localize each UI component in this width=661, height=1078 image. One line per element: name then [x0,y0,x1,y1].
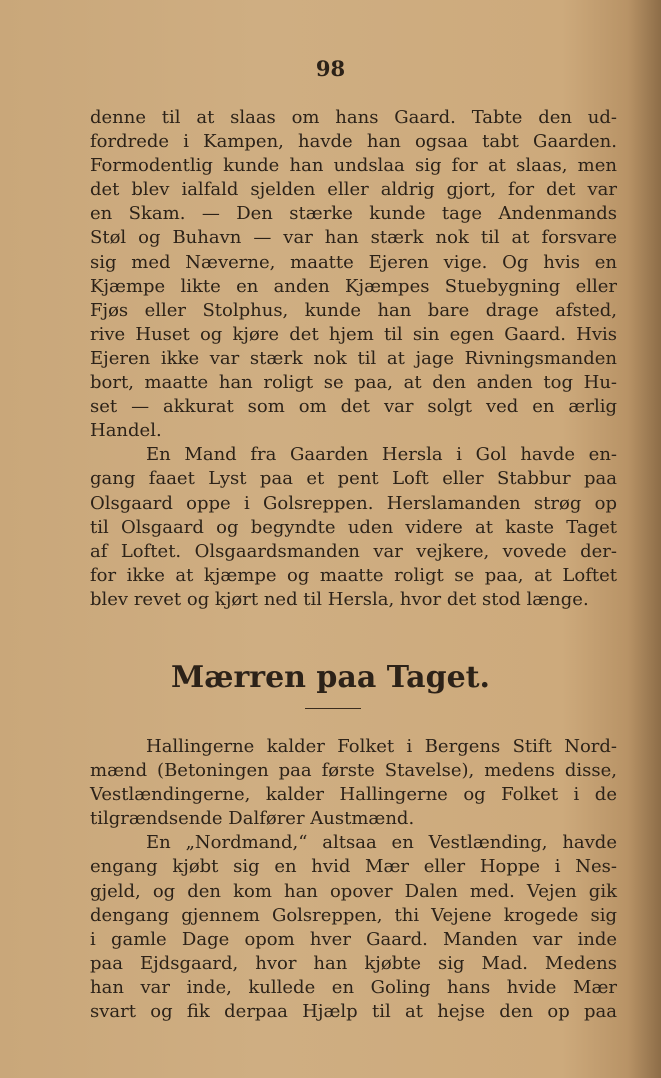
text-block-bottom [90,735,617,1024]
text-block-top [90,106,617,612]
text-line: en Skam. — Den stærke kunde tage Andenmands [90,203,617,225]
paragraph [90,106,617,443]
text-line: i gamle Dage opom hver Gaard. Manden var inde [90,928,617,950]
text-line: bort, maatte han roligt se paa, at den anden tog Hu- [90,372,617,394]
text-line: dengang gjennem Golsreppen, thi Vejene krogede sig [90,904,617,926]
text-line: svart og fik derpaa Hjælp til at hejse den op paa [90,1001,617,1023]
text-line: af Loftet. Olsgaardsmanden var vejkere, vovede der- [90,540,617,562]
text-line: Hallingerne kalder Folket i Bergens Stift Nord- [146,736,617,757]
text-line: paa Ejdsgaard, hvor han kjøbte sig Mad. Medens [90,952,617,974]
heading-divider [305,708,361,709]
text-line: sig med Næverne, maatte Ejeren vige. Og hvis en [90,251,617,273]
text-line: Olsgaard oppe i Golsreppen. Herslamanden strøg op [90,492,617,514]
text-line: Kjæmpe likte en anden Kjæmpes Stuebygning eller [90,275,617,297]
text-line: Fjøs eller Stolphus, kunde han bare drage afsted, [90,299,617,321]
text-line: for ikke at kjæmpe og maatte roligt se paa, at Loftet [90,564,617,586]
text-line: mænd (Betoningen paa første Stavelse), medens disse, [90,760,617,782]
text-line: Ejeren ikke var stærk nok til at jage Rivningsmanden [90,347,617,369]
text-line: til Olsgaard og begyndte uden videre at kaste Taget [90,516,617,538]
text-line: rive Huset og kjøre det hjem til sin egen Gaard. Hvis [90,323,617,345]
paragraph [90,831,617,1024]
paragraph [90,443,617,612]
text-line: Handel. [90,420,162,442]
text-line: Formodentlig kunde han undslaa sig for at slaas, men [90,155,617,177]
text-line: En Mand fra Gaarden Hersla i Gol havde en- [146,444,617,466]
text-line: gjeld, og den kom han opover Dalen med. Vejen gik [90,880,617,902]
text-line: set — akkurat som om det var solgt ved en ærlig [90,396,617,418]
paragraph [90,735,617,831]
text-line: fordrede i Kampen, havde han ogsaa tabt Gaarden. [90,131,617,153]
text-line: tilgrændsende Dalfører Austmænd. [90,808,415,830]
text-line: det blev ialfald sjelden eller aldrig gjort, for det var [90,179,617,201]
text-line: engang kjøbt sig en hvid Mær eller Hoppe i Nes- [90,856,617,878]
text-line: blev revet og kjørt ned til Hersla, hvor det stod længe. [90,588,589,610]
text-line: gang faaet Lyst paa et pent Loft eller Stabbur paa [90,468,617,490]
text-line: Støl og Buhavn — var han stærk nok til at forsvare [90,227,617,249]
chapter-heading: Mærren paa Taget. [171,660,490,695]
text-line: En „Nordmand,“ altsaa en Vestlænding, havde [146,832,617,854]
text-line: Vestlændingerne, kalder Hallingerne og Folket i de [90,784,617,806]
page-number: 98 [315,56,346,81]
text-line: han var inde, kullede en Goling hans hvide Mær [90,976,617,998]
text-line: denne til at slaas om hans Gaard. Tabte den ud- [90,107,617,128]
